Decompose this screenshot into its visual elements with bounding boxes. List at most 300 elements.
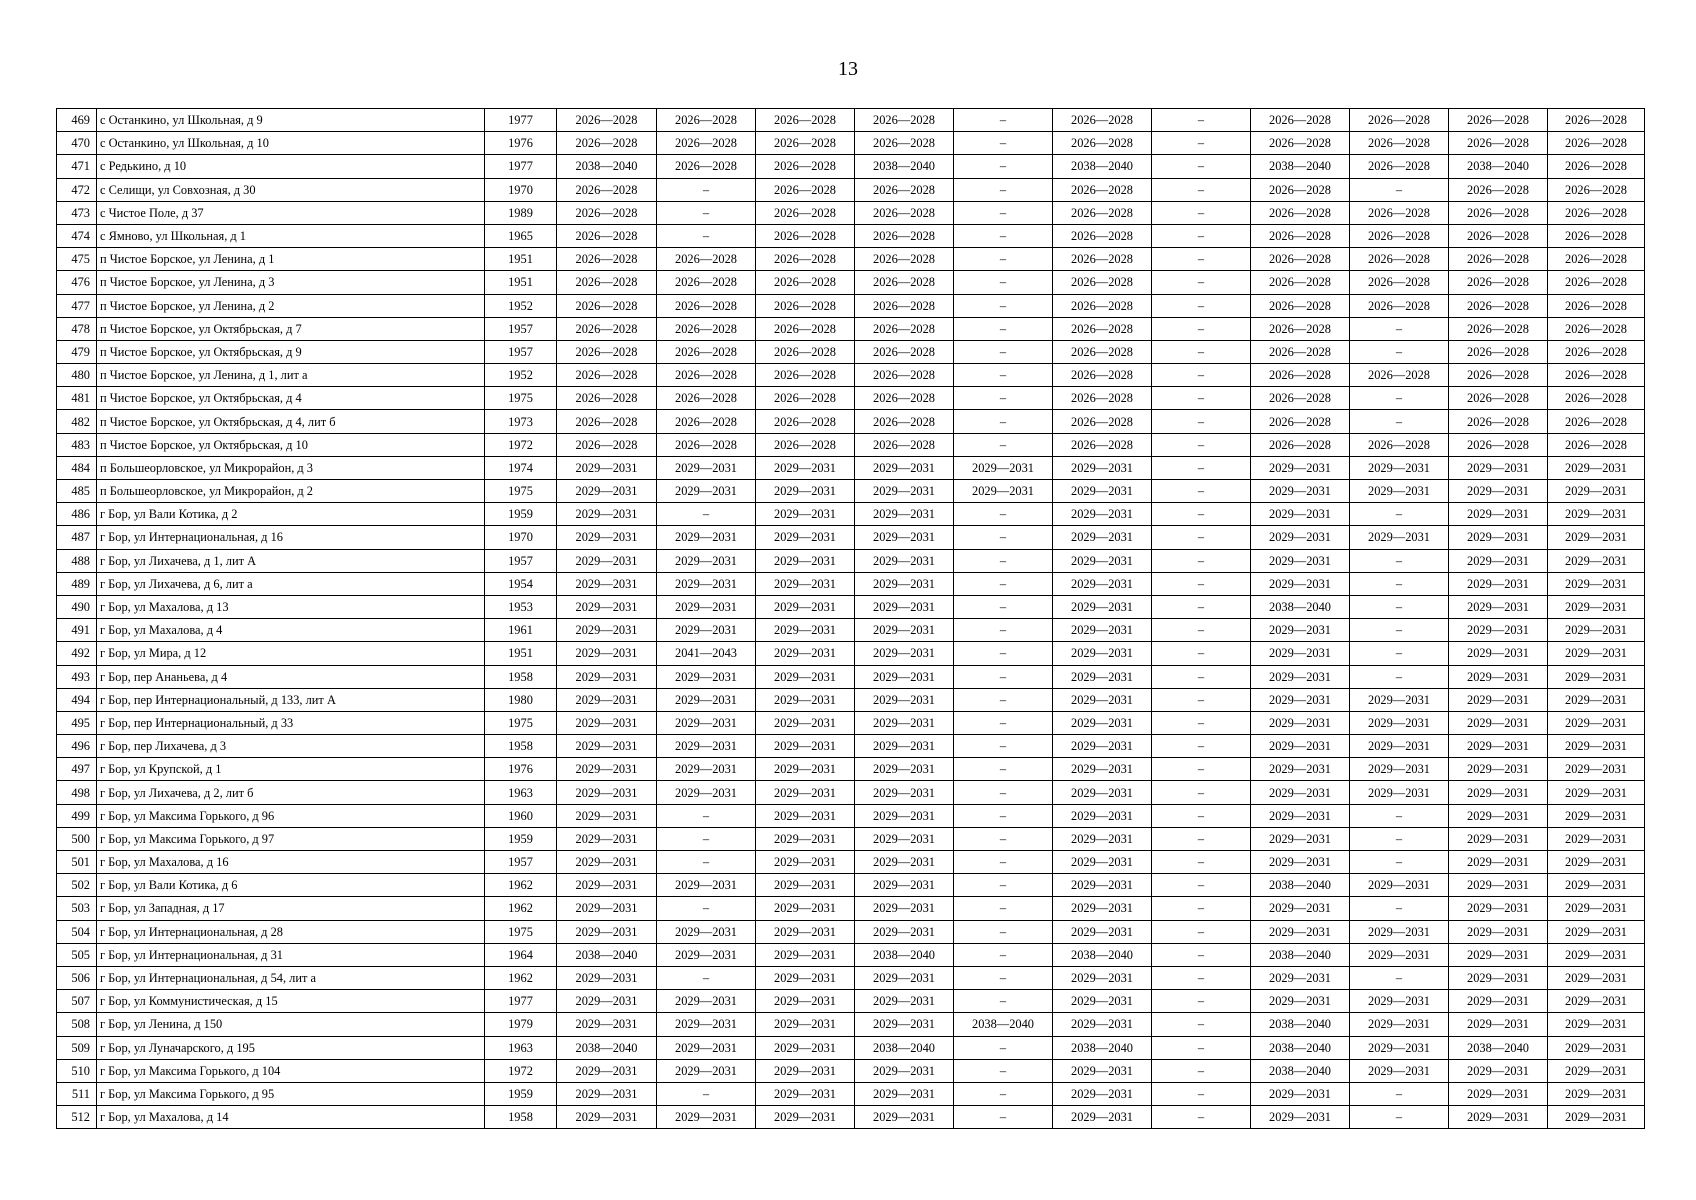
cell-period-8: 2029—2031 bbox=[1251, 526, 1350, 549]
cell-period-7: – bbox=[1152, 1082, 1251, 1105]
cell-period-3: 2029—2031 bbox=[756, 619, 855, 642]
table-row bbox=[57, 572, 1645, 595]
cell-period-10: 2026—2028 bbox=[1449, 109, 1548, 132]
cell-period-6: 2029—2031 bbox=[1053, 874, 1152, 897]
cell-period-5: – bbox=[954, 943, 1053, 966]
cell-period-3: 2029—2031 bbox=[756, 642, 855, 665]
cell-period-2: 2029—2031 bbox=[657, 781, 756, 804]
cell-period-9: – bbox=[1350, 503, 1449, 526]
cell-address: п Чистое Борское, ул Октябрьская, д 9 bbox=[97, 340, 485, 363]
cell-period-3: 2029—2031 bbox=[756, 920, 855, 943]
cell-period-1: 2026—2028 bbox=[557, 132, 657, 155]
cell-address: г Бор, ул Коммунистическая, д 15 bbox=[97, 990, 485, 1013]
cell-address: с Ямново, ул Школьная, д 1 bbox=[97, 224, 485, 247]
cell-period-5: – bbox=[954, 387, 1053, 410]
cell-period-2: 2026—2028 bbox=[657, 410, 756, 433]
cell-address: г Бор, ул Максима Горького, д 104 bbox=[97, 1059, 485, 1082]
cell-row-number: 508 bbox=[57, 1013, 97, 1036]
cell-address: г Бор, ул Махалова, д 13 bbox=[97, 595, 485, 618]
cell-period-8: 2029—2031 bbox=[1251, 1082, 1350, 1105]
cell-period-10: 2029—2031 bbox=[1449, 758, 1548, 781]
cell-period-10: 2029—2031 bbox=[1449, 549, 1548, 572]
cell-period-1: 2026—2028 bbox=[557, 109, 657, 132]
cell-period-6: 2029—2031 bbox=[1053, 688, 1152, 711]
cell-row-number: 498 bbox=[57, 781, 97, 804]
cell-period-10: 2029—2031 bbox=[1449, 1082, 1548, 1105]
cell-period-9: – bbox=[1350, 619, 1449, 642]
cell-period-6: 2029—2031 bbox=[1053, 851, 1152, 874]
cell-period-7: – bbox=[1152, 665, 1251, 688]
cell-period-2: 2029—2031 bbox=[657, 688, 756, 711]
cell-period-4: 2029—2031 bbox=[855, 549, 954, 572]
cell-period-5: – bbox=[954, 503, 1053, 526]
cell-period-5: – bbox=[954, 1036, 1053, 1059]
cell-row-number: 482 bbox=[57, 410, 97, 433]
cell-period-8: 2029—2031 bbox=[1251, 642, 1350, 665]
cell-period-6: 2026—2028 bbox=[1053, 364, 1152, 387]
cell-period-4: 2029—2031 bbox=[855, 595, 954, 618]
cell-period-5: – bbox=[954, 340, 1053, 363]
cell-period-4: 2029—2031 bbox=[855, 642, 954, 665]
cell-period-11: 2029—2031 bbox=[1548, 874, 1645, 897]
cell-row-number: 491 bbox=[57, 619, 97, 642]
cell-row-number: 483 bbox=[57, 433, 97, 456]
cell-period-1: 2029—2031 bbox=[557, 1059, 657, 1082]
cell-period-3: 2029—2031 bbox=[756, 851, 855, 874]
cell-period-3: 2029—2031 bbox=[756, 595, 855, 618]
cell-period-6: 2026—2028 bbox=[1053, 433, 1152, 456]
cell-period-7: – bbox=[1152, 1059, 1251, 1082]
cell-period-11: 2029—2031 bbox=[1548, 851, 1645, 874]
cell-period-7: – bbox=[1152, 549, 1251, 572]
cell-period-2: 2026—2028 bbox=[657, 109, 756, 132]
cell-row-number: 505 bbox=[57, 943, 97, 966]
cell-period-11: 2026—2028 bbox=[1548, 410, 1645, 433]
cell-period-1: 2029—2031 bbox=[557, 1013, 657, 1036]
cell-period-4: 2029—2031 bbox=[855, 851, 954, 874]
cell-period-10: 2029—2031 bbox=[1449, 595, 1548, 618]
cell-period-9: 2026—2028 bbox=[1350, 248, 1449, 271]
cell-period-7: – bbox=[1152, 387, 1251, 410]
cell-period-4: 2026—2028 bbox=[855, 201, 954, 224]
cell-period-3: 2029—2031 bbox=[756, 897, 855, 920]
cell-period-5: – bbox=[954, 920, 1053, 943]
cell-period-3: 2026—2028 bbox=[756, 317, 855, 340]
cell-period-2: 2029—2031 bbox=[657, 1013, 756, 1036]
cell-period-10: 2026—2028 bbox=[1449, 410, 1548, 433]
cell-year-built: 1965 bbox=[485, 224, 557, 247]
cell-address: г Бор, ул Вали Котика, д 6 bbox=[97, 874, 485, 897]
cell-period-6: 2026—2028 bbox=[1053, 178, 1152, 201]
cell-period-4: 2026—2028 bbox=[855, 340, 954, 363]
cell-period-3: 2026—2028 bbox=[756, 178, 855, 201]
cell-period-5: – bbox=[954, 804, 1053, 827]
cell-period-11: 2029—2031 bbox=[1548, 943, 1645, 966]
cell-period-8: 2029—2031 bbox=[1251, 804, 1350, 827]
cell-period-6: 2029—2031 bbox=[1053, 1059, 1152, 1082]
cell-period-7: – bbox=[1152, 851, 1251, 874]
cell-year-built: 1973 bbox=[485, 410, 557, 433]
cell-period-10: 2029—2031 bbox=[1449, 874, 1548, 897]
table-row bbox=[57, 178, 1645, 201]
cell-period-2: 2029—2031 bbox=[657, 758, 756, 781]
cell-period-1: 2029—2031 bbox=[557, 920, 657, 943]
table-row bbox=[57, 642, 1645, 665]
cell-period-8: 2026—2028 bbox=[1251, 364, 1350, 387]
cell-period-3: 2026—2028 bbox=[756, 248, 855, 271]
cell-period-10: 2029—2031 bbox=[1449, 943, 1548, 966]
cell-address: п Чистое Борское, ул Октябрьская, д 4, лит б bbox=[97, 410, 485, 433]
cell-period-11: 2029—2031 bbox=[1548, 711, 1645, 734]
cell-period-2: – bbox=[657, 503, 756, 526]
cell-address: п Чистое Борское, ул Ленина, д 1, лит а bbox=[97, 364, 485, 387]
cell-year-built: 1958 bbox=[485, 665, 557, 688]
cell-period-10: 2026—2028 bbox=[1449, 271, 1548, 294]
cell-period-8: 2029—2031 bbox=[1251, 480, 1350, 503]
cell-address: п Чистое Борское, ул Октябрьская, д 10 bbox=[97, 433, 485, 456]
cell-period-1: 2026—2028 bbox=[557, 271, 657, 294]
table-body bbox=[57, 109, 1645, 1129]
cell-period-9: 2026—2028 bbox=[1350, 132, 1449, 155]
cell-period-6: 2029—2031 bbox=[1053, 480, 1152, 503]
cell-period-11: 2026—2028 bbox=[1548, 201, 1645, 224]
cell-period-6: 2029—2031 bbox=[1053, 735, 1152, 758]
cell-period-3: 2026—2028 bbox=[756, 109, 855, 132]
cell-period-3: 2026—2028 bbox=[756, 224, 855, 247]
table-row bbox=[57, 781, 1645, 804]
cell-period-6: 2029—2031 bbox=[1053, 920, 1152, 943]
cell-period-1: 2029—2031 bbox=[557, 572, 657, 595]
page-number: 13 bbox=[838, 58, 858, 80]
cell-period-2: 2029—2031 bbox=[657, 874, 756, 897]
cell-year-built: 1975 bbox=[485, 920, 557, 943]
cell-period-3: 2029—2031 bbox=[756, 1106, 855, 1129]
table-row bbox=[57, 503, 1645, 526]
cell-period-10: 2029—2031 bbox=[1449, 688, 1548, 711]
cell-period-7: – bbox=[1152, 132, 1251, 155]
cell-period-3: 2029—2031 bbox=[756, 827, 855, 850]
cell-period-11: 2026—2028 bbox=[1548, 178, 1645, 201]
cell-period-10: 2029—2031 bbox=[1449, 526, 1548, 549]
cell-period-7: – bbox=[1152, 271, 1251, 294]
cell-year-built: 1977 bbox=[485, 990, 557, 1013]
cell-period-11: 2029—2031 bbox=[1548, 572, 1645, 595]
cell-address: г Бор, ул Лихачева, д 1, лит А bbox=[97, 549, 485, 572]
cell-period-5: – bbox=[954, 201, 1053, 224]
cell-period-5: – bbox=[954, 781, 1053, 804]
cell-period-6: 2029—2031 bbox=[1053, 1013, 1152, 1036]
cell-period-6: 2026—2028 bbox=[1053, 132, 1152, 155]
cell-period-11: 2029—2031 bbox=[1548, 665, 1645, 688]
cell-row-number: 496 bbox=[57, 735, 97, 758]
cell-period-11: 2029—2031 bbox=[1548, 1036, 1645, 1059]
cell-period-9: – bbox=[1350, 317, 1449, 340]
cell-period-4: 2029—2031 bbox=[855, 827, 954, 850]
cell-address: г Бор, ул Махалова, д 4 bbox=[97, 619, 485, 642]
cell-period-11: 2029—2031 bbox=[1548, 897, 1645, 920]
cell-period-4: 2026—2028 bbox=[855, 224, 954, 247]
table-row bbox=[57, 294, 1645, 317]
cell-period-8: 2029—2031 bbox=[1251, 758, 1350, 781]
cell-period-4: 2029—2031 bbox=[855, 897, 954, 920]
cell-period-6: 2029—2031 bbox=[1053, 827, 1152, 850]
cell-period-11: 2029—2031 bbox=[1548, 619, 1645, 642]
cell-period-8: 2029—2031 bbox=[1251, 827, 1350, 850]
cell-period-8: 2026—2028 bbox=[1251, 340, 1350, 363]
cell-period-3: 2029—2031 bbox=[756, 758, 855, 781]
cell-period-6: 2026—2028 bbox=[1053, 410, 1152, 433]
table-row bbox=[57, 851, 1645, 874]
cell-year-built: 1979 bbox=[485, 1013, 557, 1036]
cell-period-10: 2026—2028 bbox=[1449, 340, 1548, 363]
cell-period-2: – bbox=[657, 178, 756, 201]
table-row bbox=[57, 665, 1645, 688]
cell-row-number: 502 bbox=[57, 874, 97, 897]
cell-period-6: 2029—2031 bbox=[1053, 642, 1152, 665]
cell-period-6: 2029—2031 bbox=[1053, 549, 1152, 572]
cell-year-built: 1957 bbox=[485, 549, 557, 572]
cell-period-5: – bbox=[954, 619, 1053, 642]
cell-address: г Бор, пер Интернациональный, д 33 bbox=[97, 711, 485, 734]
cell-period-6: 2029—2031 bbox=[1053, 619, 1152, 642]
cell-year-built: 1962 bbox=[485, 874, 557, 897]
cell-row-number: 484 bbox=[57, 456, 97, 479]
cell-period-3: 2026—2028 bbox=[756, 340, 855, 363]
cell-address: п Чистое Борское, ул Октябрьская, д 7 bbox=[97, 317, 485, 340]
cell-period-2: 2029—2031 bbox=[657, 1036, 756, 1059]
cell-period-4: 2029—2031 bbox=[855, 456, 954, 479]
cell-period-8: 2029—2031 bbox=[1251, 990, 1350, 1013]
cell-row-number: 485 bbox=[57, 480, 97, 503]
cell-period-2: – bbox=[657, 1082, 756, 1105]
cell-period-11: 2029—2031 bbox=[1548, 526, 1645, 549]
cell-period-9: – bbox=[1350, 549, 1449, 572]
cell-row-number: 473 bbox=[57, 201, 97, 224]
cell-period-11: 2029—2031 bbox=[1548, 480, 1645, 503]
cell-period-10: 2029—2031 bbox=[1449, 897, 1548, 920]
cell-period-9: – bbox=[1350, 410, 1449, 433]
cell-period-4: 2029—2031 bbox=[855, 1106, 954, 1129]
cell-year-built: 1957 bbox=[485, 851, 557, 874]
cell-period-9: 2029—2031 bbox=[1350, 781, 1449, 804]
cell-period-1: 2026—2028 bbox=[557, 178, 657, 201]
cell-period-6: 2029—2031 bbox=[1053, 966, 1152, 989]
cell-period-10: 2026—2028 bbox=[1449, 364, 1548, 387]
cell-period-10: 2038—2040 bbox=[1449, 155, 1548, 178]
cell-period-4: 2029—2031 bbox=[855, 1082, 954, 1105]
cell-row-number: 495 bbox=[57, 711, 97, 734]
cell-period-1: 2029—2031 bbox=[557, 549, 657, 572]
cell-period-5: – bbox=[954, 1059, 1053, 1082]
cell-period-7: – bbox=[1152, 711, 1251, 734]
cell-period-2: 2026—2028 bbox=[657, 248, 756, 271]
cell-period-1: 2029—2031 bbox=[557, 804, 657, 827]
cell-period-7: – bbox=[1152, 758, 1251, 781]
cell-year-built: 1977 bbox=[485, 109, 557, 132]
cell-period-5: – bbox=[954, 990, 1053, 1013]
cell-period-3: 2029—2031 bbox=[756, 1013, 855, 1036]
cell-period-4: 2026—2028 bbox=[855, 410, 954, 433]
cell-period-7: – bbox=[1152, 410, 1251, 433]
cell-period-9: 2029—2031 bbox=[1350, 1013, 1449, 1036]
cell-period-7: – bbox=[1152, 966, 1251, 989]
cell-address: г Бор, ул Крупской, д 1 bbox=[97, 758, 485, 781]
cell-year-built: 1958 bbox=[485, 1106, 557, 1129]
table-row bbox=[57, 1082, 1645, 1105]
cell-period-9: – bbox=[1350, 387, 1449, 410]
cell-period-2: 2029—2031 bbox=[657, 990, 756, 1013]
cell-period-8: 2029—2031 bbox=[1251, 456, 1350, 479]
cell-address: с Селищи, ул Совхозная, д 30 bbox=[97, 178, 485, 201]
table-row bbox=[57, 340, 1645, 363]
cell-period-7: – bbox=[1152, 503, 1251, 526]
cell-period-10: 2026—2028 bbox=[1449, 224, 1548, 247]
cell-period-9: 2029—2031 bbox=[1350, 758, 1449, 781]
cell-year-built: 1952 bbox=[485, 364, 557, 387]
cell-period-3: 2029—2031 bbox=[756, 549, 855, 572]
cell-period-7: – bbox=[1152, 248, 1251, 271]
cell-year-built: 1959 bbox=[485, 503, 557, 526]
cell-period-8: 2029—2031 bbox=[1251, 619, 1350, 642]
cell-row-number: 474 bbox=[57, 224, 97, 247]
cell-period-8: 2038—2040 bbox=[1251, 155, 1350, 178]
cell-period-10: 2029—2031 bbox=[1449, 920, 1548, 943]
cell-period-7: – bbox=[1152, 572, 1251, 595]
cell-period-8: 2038—2040 bbox=[1251, 1036, 1350, 1059]
cell-period-7: – bbox=[1152, 1106, 1251, 1129]
cell-period-10: 2029—2031 bbox=[1449, 503, 1548, 526]
cell-row-number: 470 bbox=[57, 132, 97, 155]
cell-period-1: 2029—2031 bbox=[557, 781, 657, 804]
cell-period-8: 2038—2040 bbox=[1251, 874, 1350, 897]
cell-period-8: 2038—2040 bbox=[1251, 1059, 1350, 1082]
cell-period-11: 2026—2028 bbox=[1548, 271, 1645, 294]
cell-period-10: 2026—2028 bbox=[1449, 433, 1548, 456]
housing-repair-schedule-table bbox=[56, 108, 1645, 1129]
cell-period-11: 2029—2031 bbox=[1548, 1106, 1645, 1129]
cell-period-2: 2026—2028 bbox=[657, 155, 756, 178]
cell-period-5: – bbox=[954, 526, 1053, 549]
cell-period-9: – bbox=[1350, 1082, 1449, 1105]
cell-period-9: 2026—2028 bbox=[1350, 271, 1449, 294]
cell-address: г Бор, пер Интернациональный, д 133, лит А bbox=[97, 688, 485, 711]
cell-period-5: – bbox=[954, 549, 1053, 572]
cell-period-11: 2026—2028 bbox=[1548, 224, 1645, 247]
cell-period-9: 2029—2031 bbox=[1350, 1059, 1449, 1082]
cell-period-10: 2026—2028 bbox=[1449, 132, 1548, 155]
table-row bbox=[57, 735, 1645, 758]
cell-period-9: 2026—2028 bbox=[1350, 109, 1449, 132]
cell-period-4: 2026—2028 bbox=[855, 364, 954, 387]
cell-period-1: 2026—2028 bbox=[557, 224, 657, 247]
cell-address: г Бор, ул Вали Котика, д 2 bbox=[97, 503, 485, 526]
cell-period-11: 2026—2028 bbox=[1548, 387, 1645, 410]
cell-period-7: – bbox=[1152, 155, 1251, 178]
cell-address: п Чистое Борское, ул Октябрьская, д 4 bbox=[97, 387, 485, 410]
cell-period-9: 2029—2031 bbox=[1350, 943, 1449, 966]
cell-period-9: – bbox=[1350, 178, 1449, 201]
cell-period-6: 2026—2028 bbox=[1053, 387, 1152, 410]
cell-period-5: – bbox=[954, 851, 1053, 874]
cell-period-11: 2029—2031 bbox=[1548, 642, 1645, 665]
cell-period-9: – bbox=[1350, 966, 1449, 989]
cell-period-11: 2029—2031 bbox=[1548, 1013, 1645, 1036]
cell-period-9: – bbox=[1350, 827, 1449, 850]
cell-address: п Чистое Борское, ул Ленина, д 2 bbox=[97, 294, 485, 317]
cell-period-6: 2029—2031 bbox=[1053, 503, 1152, 526]
cell-period-9: 2026—2028 bbox=[1350, 433, 1449, 456]
cell-period-6: 2038—2040 bbox=[1053, 1036, 1152, 1059]
cell-period-8: 2029—2031 bbox=[1251, 503, 1350, 526]
cell-year-built: 1959 bbox=[485, 827, 557, 850]
cell-period-2: 2026—2028 bbox=[657, 340, 756, 363]
table-row bbox=[57, 364, 1645, 387]
cell-period-8: 2029—2031 bbox=[1251, 966, 1350, 989]
cell-period-5: – bbox=[954, 735, 1053, 758]
cell-period-8: 2026—2028 bbox=[1251, 201, 1350, 224]
cell-row-number: 481 bbox=[57, 387, 97, 410]
cell-period-2: – bbox=[657, 804, 756, 827]
cell-period-9: – bbox=[1350, 572, 1449, 595]
cell-period-7: – bbox=[1152, 317, 1251, 340]
cell-period-10: 2038—2040 bbox=[1449, 1036, 1548, 1059]
cell-period-5: 2029—2031 bbox=[954, 480, 1053, 503]
cell-period-3: 2026—2028 bbox=[756, 294, 855, 317]
table-row bbox=[57, 387, 1645, 410]
cell-period-1: 2029—2031 bbox=[557, 595, 657, 618]
cell-year-built: 1957 bbox=[485, 340, 557, 363]
cell-period-6: 2026—2028 bbox=[1053, 340, 1152, 363]
cell-period-7: – bbox=[1152, 1036, 1251, 1059]
cell-period-9: – bbox=[1350, 851, 1449, 874]
cell-period-7: – bbox=[1152, 294, 1251, 317]
cell-period-1: 2026—2028 bbox=[557, 317, 657, 340]
cell-period-3: 2026—2028 bbox=[756, 155, 855, 178]
cell-period-2: 2026—2028 bbox=[657, 294, 756, 317]
cell-year-built: 1970 bbox=[485, 526, 557, 549]
cell-period-8: 2026—2028 bbox=[1251, 317, 1350, 340]
table-row bbox=[57, 920, 1645, 943]
cell-period-3: 2029—2031 bbox=[756, 526, 855, 549]
cell-period-2: 2026—2028 bbox=[657, 271, 756, 294]
cell-period-3: 2029—2031 bbox=[756, 1082, 855, 1105]
cell-period-10: 2029—2031 bbox=[1449, 665, 1548, 688]
cell-period-7: – bbox=[1152, 480, 1251, 503]
table-row bbox=[57, 595, 1645, 618]
cell-period-1: 2029—2031 bbox=[557, 966, 657, 989]
cell-period-9: 2026—2028 bbox=[1350, 201, 1449, 224]
cell-address: г Бор, ул Лихачева, д 6, лит а bbox=[97, 572, 485, 595]
cell-period-5: – bbox=[954, 642, 1053, 665]
cell-period-1: 2038—2040 bbox=[557, 943, 657, 966]
cell-period-11: 2026—2028 bbox=[1548, 109, 1645, 132]
cell-address: г Бор, ул Мира, д 12 bbox=[97, 642, 485, 665]
table-row bbox=[57, 201, 1645, 224]
cell-period-5: – bbox=[954, 410, 1053, 433]
cell-period-5: – bbox=[954, 364, 1053, 387]
cell-period-4: 2029—2031 bbox=[855, 1013, 954, 1036]
cell-period-8: 2026—2028 bbox=[1251, 294, 1350, 317]
cell-row-number: 500 bbox=[57, 827, 97, 850]
cell-period-9: 2026—2028 bbox=[1350, 224, 1449, 247]
cell-period-11: 2026—2028 bbox=[1548, 294, 1645, 317]
cell-address: г Бор, ул Интернациональная, д 31 bbox=[97, 943, 485, 966]
cell-period-11: 2026—2028 bbox=[1548, 364, 1645, 387]
cell-row-number: 507 bbox=[57, 990, 97, 1013]
table-row bbox=[57, 966, 1645, 989]
cell-period-6: 2029—2031 bbox=[1053, 456, 1152, 479]
cell-period-10: 2026—2028 bbox=[1449, 248, 1548, 271]
